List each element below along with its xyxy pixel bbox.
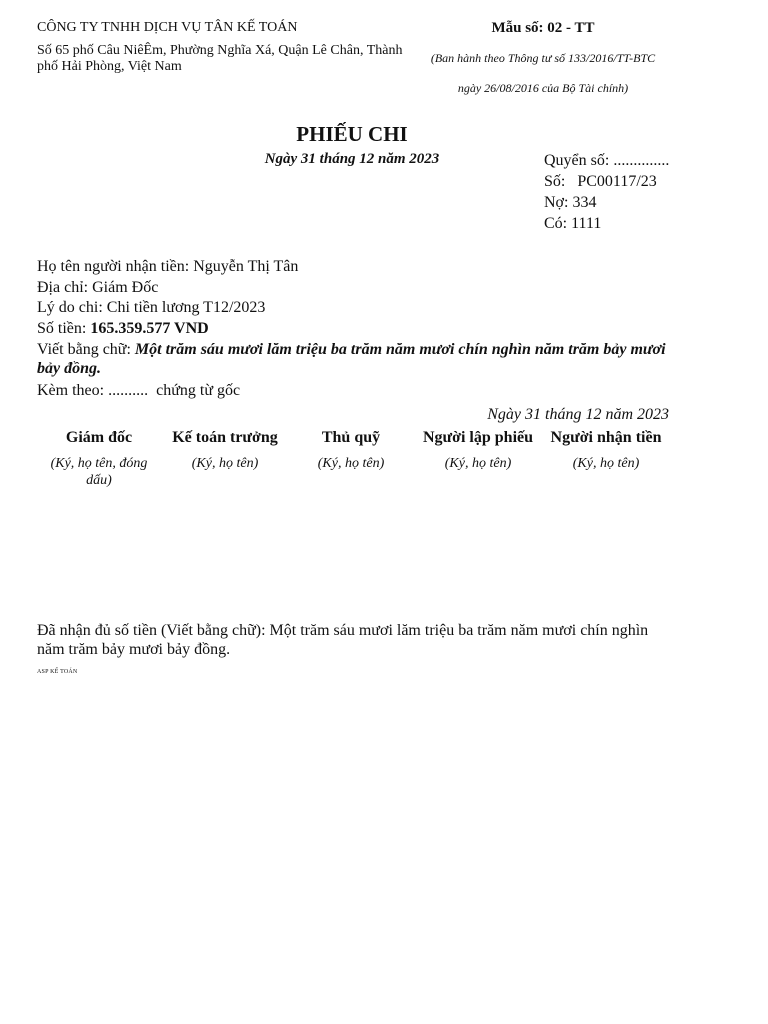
credit-row <box>544 213 669 234</box>
signer-role: Thủ quỹ <box>321 429 381 446</box>
form-number: Mẫu số: 02 - TT <box>491 20 595 36</box>
signer-hint: (Ký, họ tên) <box>317 456 385 471</box>
debit-label: Nợ: <box>544 194 569 211</box>
signer-hint: (Ký, họ tên) <box>444 456 512 471</box>
decree-line-2: ngày 26/08/2016 của Bộ Tài chính) <box>457 81 629 95</box>
attached-suffix: chứng từ gốc <box>156 381 241 399</box>
voucher-book-info <box>544 150 669 234</box>
recipient-value: Nguyễn Thị Tân <box>193 258 299 275</box>
amount-words-value: Một trăm sáu mươi lăm triệu ba trăm năm mươi chín nghìn năm trăm bảy mươi bảy đồng. <box>37 340 666 377</box>
signer-recipient <box>543 427 669 489</box>
signer-director <box>37 427 161 489</box>
company-address: Số 65 phố Câu NiêÊm, Phường Nghĩa Xá, Quận Lê Chân, Thành phố Hải Phòng, Việt Nam <box>37 43 403 74</box>
recipient-label: Họ tên người nhận tiền: <box>37 258 190 275</box>
reason-label: Lý do chi: <box>37 299 103 317</box>
address-label: Địa chỉ: <box>37 278 89 296</box>
credit-value: 1111 <box>571 215 602 232</box>
address-value: Giám Đốc <box>92 278 159 296</box>
credit-label: Có: <box>544 215 568 232</box>
voucher-number-label: Số: <box>544 173 566 190</box>
signer-hint: (Ký, họ tên) <box>572 456 640 471</box>
signature-date: Ngày 31 tháng 12 năm 2023 <box>487 406 669 423</box>
signer-preparer <box>413 427 543 489</box>
voucher-fields <box>37 257 677 402</box>
signer-hint: (Ký, họ tên) <box>191 456 259 471</box>
reason-row <box>37 298 677 319</box>
address-row <box>37 278 677 299</box>
book-number-row <box>544 150 669 171</box>
recipient-row <box>37 257 677 278</box>
signature-block <box>37 427 669 489</box>
company-name: CÔNG TY TNHH DỊCH VỤ TÂN KẾ TOÁN <box>37 20 298 35</box>
decree-line-1: (Ban hành theo Thông tư số 133/2016/TT-BTC <box>430 51 656 65</box>
voucher-number-row <box>544 171 669 192</box>
attached-value: .......... <box>108 381 149 399</box>
debit-row <box>544 192 669 213</box>
signer-cashier <box>289 427 413 489</box>
reason-value: Chi tiền lương T12/2023 <box>106 299 266 317</box>
signer-chief-accountant <box>161 427 289 489</box>
voucher-title: PHIẾU CHI <box>296 122 408 146</box>
book-number-value: .............. <box>613 152 670 169</box>
amount-value: 165.359.577 VND <box>90 320 209 338</box>
voucher-date: Ngày 31 tháng 12 năm 2023 <box>264 151 440 167</box>
signer-role: Người nhận tiền <box>550 429 662 446</box>
received-amount-text: Đã nhận đủ số tiền (Viết bằng chữ): Một trăm sáu mươi lăm triệu ba trăm năm mươi chín nghìn năm trăm bảy mươi bảy đồng. <box>37 622 649 658</box>
amount-words-label: Viết bằng chữ: <box>37 340 131 358</box>
amount-row <box>37 319 677 340</box>
amount-words-row <box>37 340 677 378</box>
book-number-label: Quyển số: <box>544 152 610 169</box>
signer-role: Người lập phiếu <box>422 429 534 446</box>
signer-role: Giám đốc <box>65 429 133 446</box>
debit-value: 334 <box>572 194 597 211</box>
attached-label: Kèm theo: <box>37 381 105 399</box>
attached-row <box>37 381 677 402</box>
signer-role: Kế toán trưởng <box>172 429 278 446</box>
voucher-number-value: PC00117/23 <box>577 173 657 190</box>
software-footer: ASP KẾ TOÁN <box>37 669 78 675</box>
signer-hint: (Ký, họ tên, đóng dấu) <box>50 456 148 488</box>
amount-label: Số tiền: <box>37 320 87 338</box>
